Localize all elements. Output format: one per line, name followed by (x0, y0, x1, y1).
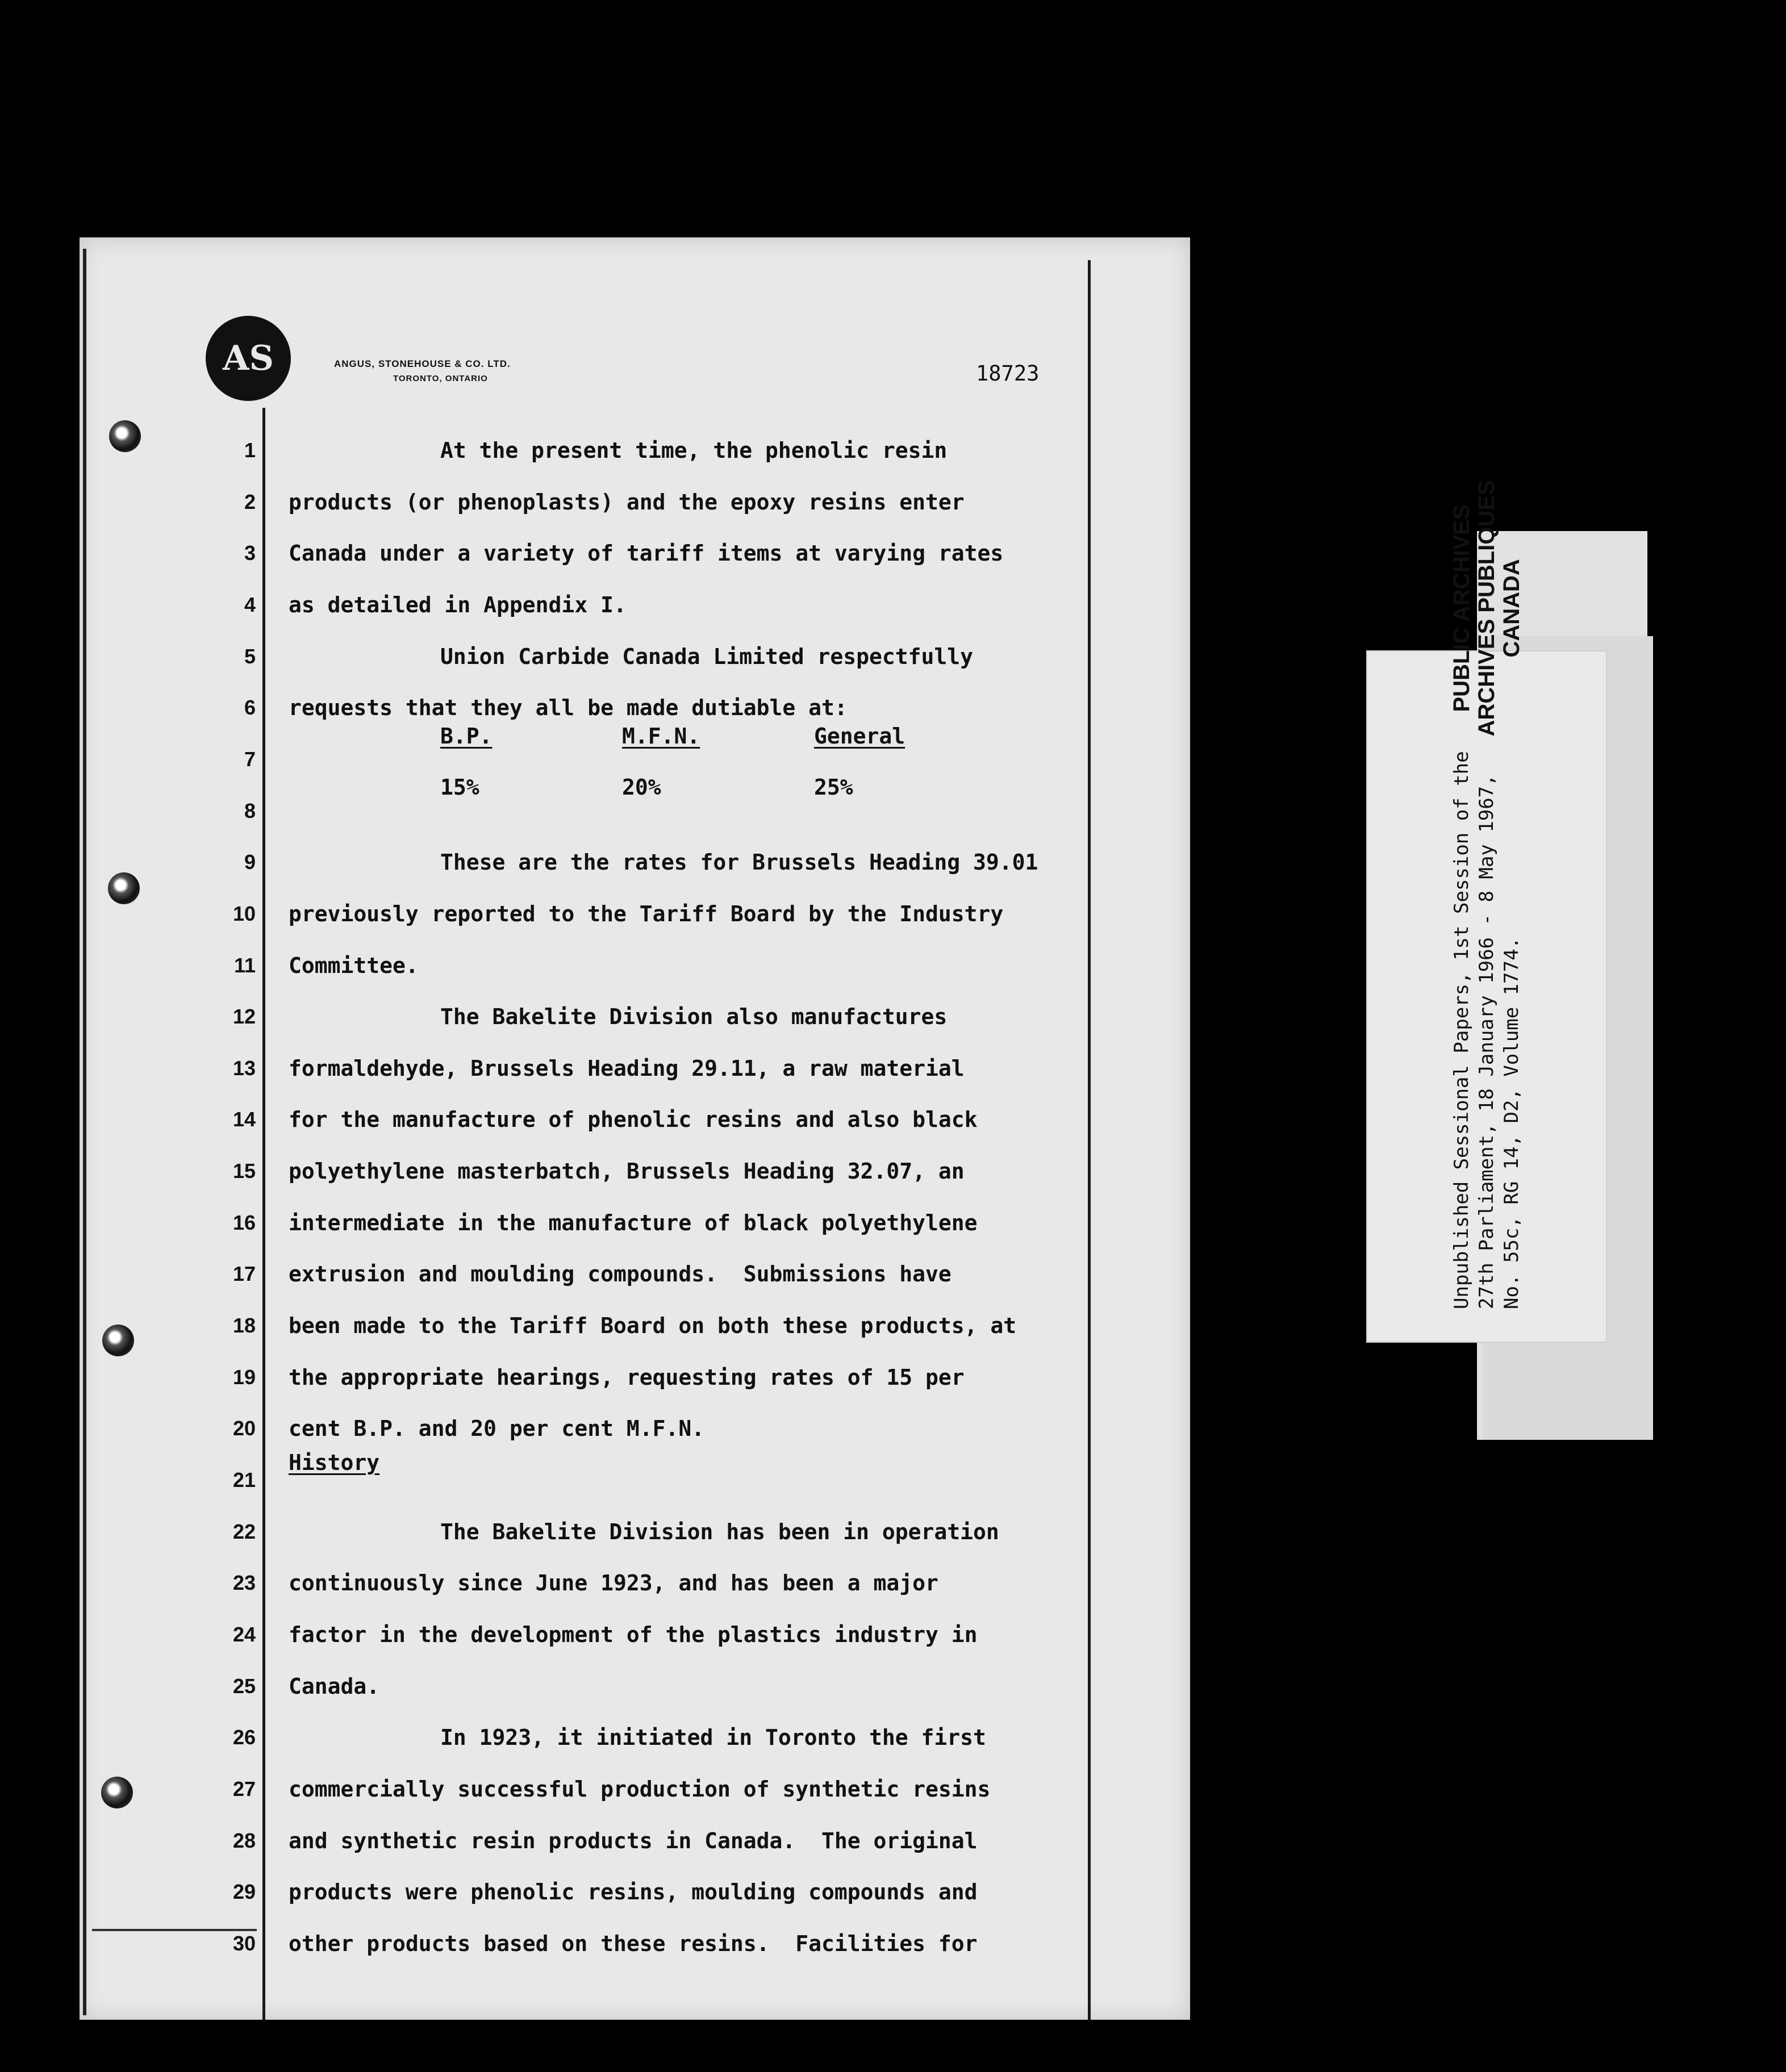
line-text: At the present time, the phenolic resin (440, 438, 948, 463)
line-text: intermediate in the manufacture of black polyethylene (289, 1210, 978, 1235)
line-text: Committee. (289, 953, 419, 978)
document-line (80, 1666, 1190, 1706)
line-number: 23 (232, 1571, 256, 1595)
line-text: products were phenolic resins, moulding compounds and (289, 1879, 978, 1905)
letterhead (334, 357, 511, 386)
document-line (80, 1254, 1190, 1294)
document-line (80, 946, 1190, 985)
line-text: In 1923, it initiated in Toronto the first (440, 1725, 986, 1751)
line-text: requests that they all be made dutiable at: (289, 695, 848, 721)
document-line (80, 1357, 1190, 1397)
section-heading-history: History (289, 1450, 380, 1475)
line-number: 13 (232, 1056, 256, 1080)
page-number: 18723 (976, 361, 1040, 386)
line-number: 24 (232, 1622, 256, 1646)
line-text: commercially successful production of synthetic resins (289, 1776, 991, 1802)
line-number: 4 (244, 592, 256, 616)
line-number: 9 (244, 850, 256, 874)
line-text: The Bakelite Division has been in operation (440, 1519, 999, 1544)
line-number: 19 (232, 1365, 256, 1389)
line-number: 14 (232, 1108, 256, 1131)
rate-value-bp: 15% (440, 775, 479, 800)
archive-citation: Unpublished Sessional Papers, 1st Session of the 27th Parliament, 18 January 1966 - 8 May 1967, No. 55c, RG 14, D2, Volume 1774. (1450, 750, 1523, 1309)
line-text: Union Carbide Canada Limited respectfully (440, 644, 973, 669)
line-number: 8 (244, 799, 256, 822)
line-number: 15 (232, 1159, 256, 1183)
document-line (80, 997, 1190, 1037)
document-line (80, 1718, 1190, 1757)
company-city: TORONTO, ONTARIO (393, 374, 488, 383)
document-line (80, 637, 1190, 676)
document-line (80, 585, 1190, 625)
document-line (80, 1460, 1190, 1500)
document-line (80, 1409, 1190, 1448)
line-number: 25 (232, 1674, 256, 1698)
line-text: and synthetic resin products in Canada. The original (289, 1828, 978, 1853)
line-text: other products based on these resins. Facilities for (289, 1931, 978, 1956)
document-line (80, 1821, 1190, 1861)
rate-value-general: 25% (814, 775, 853, 800)
line-text: formaldehyde, Brussels Heading 29.11, a raw material (289, 1055, 965, 1081)
document-line (80, 533, 1190, 573)
document-line (80, 1872, 1190, 1912)
archive-stamp: PUBLIC ARCHIVES ARCHIVES PUBLIQUES CANADA (1449, 479, 1524, 736)
line-number: 11 (233, 953, 256, 977)
document-line (80, 1151, 1190, 1191)
line-number: 2 (244, 490, 256, 513)
line-number: 17 (232, 1262, 256, 1286)
line-number: 27 (232, 1777, 256, 1801)
archive-label (1366, 479, 1607, 1343)
line-text: Canada. (289, 1673, 380, 1699)
line-text: for the manufacture of phenolic resins and also black (289, 1107, 978, 1133)
line-text: factor in the development of the plastics industry in (289, 1622, 978, 1647)
line-number: 5 (244, 644, 256, 668)
document-line (80, 1306, 1190, 1346)
line-number: 29 (232, 1880, 256, 1904)
line-number: 18 (232, 1314, 256, 1338)
document-line (80, 1100, 1190, 1139)
line-number: 7 (244, 747, 256, 771)
rate-value-mfn: 20% (622, 775, 661, 800)
line-text: been made to the Tariff Board on both these products, at (289, 1313, 1017, 1339)
document-line (80, 842, 1190, 882)
document-line (80, 1769, 1190, 1809)
document-line (80, 1563, 1190, 1603)
line-number: 6 (244, 696, 256, 720)
line-text: polyethylene masterbatch, Brussels Heading 32.07, an (289, 1159, 965, 1184)
line-number: 12 (232, 1005, 256, 1029)
line-text: as detailed in Appendix I. (289, 592, 627, 617)
line-number: 16 (232, 1210, 256, 1234)
rate-header-mfn: M.F.N. (622, 724, 700, 749)
line-number: 21 (232, 1468, 256, 1492)
line-number: 22 (232, 1519, 256, 1543)
line-text: The Bakelite Division also manufactures (440, 1004, 948, 1030)
rate-header-bp: B.P. (440, 724, 493, 749)
line-text: the appropriate hearings, requesting rates of 15 per (289, 1364, 965, 1390)
line-number: 1 (244, 438, 256, 462)
line-text: Canada under a variety of tariff items at varying rates (289, 541, 1004, 566)
line-number: 26 (232, 1726, 256, 1749)
line-text: extrusion and moulding compounds. Submissions have (289, 1261, 952, 1287)
document-page (80, 237, 1190, 2020)
line-text: previously reported to the Tariff Board by the Industry (289, 901, 1004, 926)
line-text: products (or phenoplasts) and the epoxy resins enter (289, 489, 965, 515)
line-number: 28 (232, 1828, 256, 1852)
document-line (80, 1512, 1190, 1552)
line-number: 10 (232, 901, 256, 925)
document-line (80, 1203, 1190, 1243)
document-line (80, 1048, 1190, 1088)
document-line (80, 482, 1190, 522)
line-text: cent B.P. and 20 per cent M.F.N. (289, 1416, 705, 1442)
line-text: continuously since June 1923, and has been a major (289, 1570, 938, 1596)
line-number: 3 (244, 541, 256, 565)
document-line (80, 894, 1190, 934)
document-line (80, 431, 1190, 470)
rate-header-general: General (814, 724, 905, 749)
line-number: 30 (232, 1931, 256, 1955)
bottom-rule (92, 1929, 257, 1931)
company-name: ANGUS, STONEHOUSE & CO. LTD. (334, 358, 511, 369)
company-seal-logo: AS (206, 316, 291, 401)
line-number: 20 (232, 1417, 256, 1440)
document-line (80, 1615, 1190, 1655)
line-text: These are the rates for Brussels Heading 39.01 (440, 850, 1038, 875)
